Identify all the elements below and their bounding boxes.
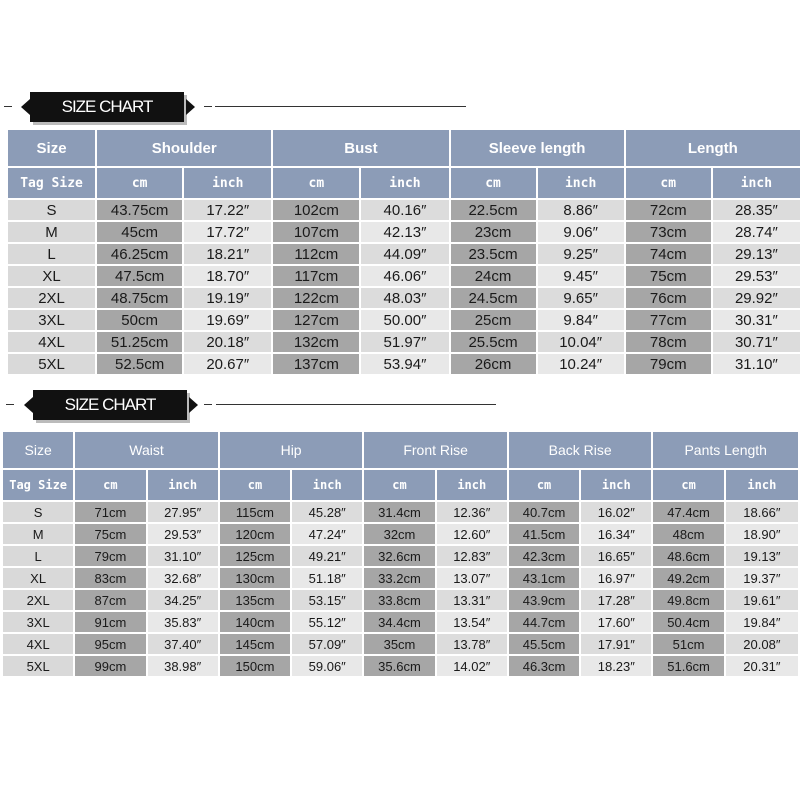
cm-cell: 79cm [75,546,145,566]
inch-cell: 12.60″ [437,524,507,544]
cm-cell: 120cm [220,524,290,544]
inch-cell: 40.16″ [361,200,448,220]
size-cell: M [8,222,95,242]
inch-cell: 16.34″ [581,524,651,544]
inch-cell: 31.10″ [713,354,800,374]
inch-cell: 8.86″ [538,200,624,220]
banner-rule [216,404,496,405]
inch-cell: 10.04″ [538,332,624,352]
size-cell: 4XL [8,332,95,352]
inch-cell: 12.36″ [437,502,507,522]
cm-cell: 99cm [75,656,145,676]
table-row [8,222,800,242]
cm-cell: 33.8cm [364,590,434,610]
inch-cell: 45.28″ [292,502,362,522]
cm-cell: 24cm [451,266,536,286]
cm-cell: 46.25cm [97,244,182,264]
table-row [8,288,800,308]
table-row [8,244,800,264]
header-row [3,432,798,468]
inch-cell: 55.12″ [292,612,362,632]
inch-cell: 53.94″ [361,354,448,374]
inch-cell: 19.61″ [726,590,798,610]
size-cell: 2XL [8,288,95,308]
cm-cell: 74cm [626,244,711,264]
col-sleeve-length: Sleeve length [451,130,624,166]
inch-cell: 29.92″ [713,288,800,308]
inch-cell: 18.70″ [184,266,271,286]
cm-cell: 33.2cm [364,568,434,588]
cm-cell: 48.75cm [97,288,182,308]
inch-cell: 34.25″ [148,590,218,610]
cm-cell: 34.4cm [364,612,434,632]
cm-cell: 140cm [220,612,290,632]
inch-cell: 37.40″ [148,634,218,654]
inch-cell: 59.06″ [292,656,362,676]
cm-cell: 150cm [220,656,290,676]
inch-cell: 17.28″ [581,590,651,610]
inch-cell: 13.54″ [437,612,507,632]
banner-notch-left [24,397,33,413]
size-cell: L [3,546,73,566]
col-front-rise: Front Rise [364,432,507,468]
cm-cell: 23cm [451,222,536,242]
inch-cell: 53.15″ [292,590,362,610]
cm-cell: 45.5cm [509,634,579,654]
table-row [3,502,798,522]
cm-cell: 117cm [273,266,359,286]
cm-cell: 43.75cm [97,200,182,220]
size-cell: S [8,200,95,220]
cm-cell: 41.5cm [509,524,579,544]
table-row [3,568,798,588]
cm-cell: 24.5cm [451,288,536,308]
inch-cell: 19.84″ [726,612,798,632]
banner-dash-right-short [204,404,212,405]
cm-cell: 51.25cm [97,332,182,352]
size-table-tops [6,128,800,376]
cm-cell: 125cm [220,546,290,566]
table-row [3,656,798,676]
subheader-row [3,470,798,500]
cm-cell: 115cm [220,502,290,522]
size-chart-banner-1 [0,92,800,126]
cm-cell: 51.6cm [653,656,723,676]
banner-notch-left [21,99,30,115]
inch-cell: 49.21″ [292,546,362,566]
inch-cell: 12.83″ [437,546,507,566]
sub-inch: inch [713,168,800,198]
cm-cell: 107cm [273,222,359,242]
inch-cell: 20.08″ [726,634,798,654]
inch-cell: 16.02″ [581,502,651,522]
cm-cell: 43.9cm [509,590,579,610]
cm-cell: 48.6cm [653,546,723,566]
cm-cell: 45cm [97,222,182,242]
inch-cell: 13.07″ [437,568,507,588]
table-row [8,266,800,286]
cm-cell: 32.6cm [364,546,434,566]
sub-tag-size: Tag Size [3,470,73,500]
sub-cm: cm [653,470,723,500]
sub-cm: cm [273,168,359,198]
banner-tag [33,390,187,420]
cm-cell: 47.4cm [653,502,723,522]
inch-cell: 13.78″ [437,634,507,654]
size-cell: M [3,524,73,544]
sub-cm: cm [97,168,182,198]
inch-cell: 9.45″ [538,266,624,286]
inch-cell: 9.65″ [538,288,624,308]
col-length: Length [626,130,800,166]
size-chart-banner-2 [0,390,800,424]
cm-cell: 95cm [75,634,145,654]
inch-cell: 17.22″ [184,200,271,220]
cm-cell: 79cm [626,354,711,374]
size-cell: S [3,502,73,522]
inch-cell: 29.13″ [713,244,800,264]
sub-inch: inch [292,470,362,500]
inch-cell: 48.03″ [361,288,448,308]
cm-cell: 75cm [626,266,711,286]
sub-cm: cm [626,168,711,198]
cm-cell: 127cm [273,310,359,330]
sub-inch: inch [726,470,798,500]
inch-cell: 16.65″ [581,546,651,566]
cm-cell: 35cm [364,634,434,654]
inch-cell: 19.19″ [184,288,271,308]
sub-inch: inch [184,168,271,198]
cm-cell: 22.5cm [451,200,536,220]
banner-rule [215,106,466,107]
banner-tag [30,92,184,122]
inch-cell: 28.74″ [713,222,800,242]
size-table-pants [1,430,800,678]
cm-cell: 44.7cm [509,612,579,632]
cm-cell: 78cm [626,332,711,352]
banner-notch-right [186,99,195,115]
inch-cell: 32.68″ [148,568,218,588]
inch-cell: 18.21″ [184,244,271,264]
cm-cell: 52.5cm [97,354,182,374]
col-pants-length: Pants Length [653,432,798,468]
inch-cell: 50.00″ [361,310,448,330]
inch-cell: 30.31″ [713,310,800,330]
cm-cell: 112cm [273,244,359,264]
cm-cell: 50cm [97,310,182,330]
table-row [3,612,798,632]
cm-cell: 73cm [626,222,711,242]
cm-cell: 76cm [626,288,711,308]
col-size: Size [8,130,95,166]
cm-cell: 122cm [273,288,359,308]
size-cell: 3XL [8,310,95,330]
inch-cell: 20.31″ [726,656,798,676]
cm-cell: 75cm [75,524,145,544]
inch-cell: 51.18″ [292,568,362,588]
inch-cell: 17.60″ [581,612,651,632]
inch-cell: 16.97″ [581,568,651,588]
col-bust: Bust [273,130,448,166]
inch-cell: 29.53″ [148,524,218,544]
banner-dash-left [6,404,14,405]
inch-cell: 17.72″ [184,222,271,242]
sub-cm: cm [364,470,434,500]
cm-cell: 49.8cm [653,590,723,610]
table-row [8,332,800,352]
cm-cell: 31.4cm [364,502,434,522]
inch-cell: 31.10″ [148,546,218,566]
sub-inch: inch [437,470,507,500]
cm-cell: 46.3cm [509,656,579,676]
cm-cell: 23.5cm [451,244,536,264]
size-cell: 5XL [3,656,73,676]
cm-cell: 49.2cm [653,568,723,588]
col-shoulder: Shoulder [97,130,271,166]
inch-cell: 18.66″ [726,502,798,522]
inch-cell: 13.31″ [437,590,507,610]
cm-cell: 48cm [653,524,723,544]
inch-cell: 18.23″ [581,656,651,676]
size-cell: 2XL [3,590,73,610]
sub-cm: cm [75,470,145,500]
sub-inch: inch [148,470,218,500]
cm-cell: 91cm [75,612,145,632]
cm-cell: 47.5cm [97,266,182,286]
cm-cell: 137cm [273,354,359,374]
size-cell: L [8,244,95,264]
cm-cell: 26cm [451,354,536,374]
cm-cell: 130cm [220,568,290,588]
col-size: Size [3,432,73,468]
inch-cell: 46.06″ [361,266,448,286]
banner-title: SIZE CHART [61,97,153,116]
inch-cell: 9.06″ [538,222,624,242]
table-row [3,590,798,610]
inch-cell: 9.84″ [538,310,624,330]
sub-tag-size: Tag Size [8,168,95,198]
cm-cell: 77cm [626,310,711,330]
sub-cm: cm [509,470,579,500]
table-row [8,354,800,374]
table-row [3,524,798,544]
sub-inch: inch [361,168,448,198]
cm-cell: 132cm [273,332,359,352]
cm-cell: 83cm [75,568,145,588]
size-cell: 5XL [8,354,95,374]
inch-cell: 47.24″ [292,524,362,544]
inch-cell: 19.37″ [726,568,798,588]
banner-title: SIZE CHART [64,395,156,414]
table-row [8,200,800,220]
inch-cell: 19.13″ [726,546,798,566]
cm-cell: 40.7cm [509,502,579,522]
cm-cell: 50.4cm [653,612,723,632]
banner-notch-right [189,397,198,413]
inch-cell: 51.97″ [361,332,448,352]
table-row [3,634,798,654]
cm-cell: 35.6cm [364,656,434,676]
col-back-rise: Back Rise [509,432,652,468]
cm-cell: 135cm [220,590,290,610]
inch-cell: 57.09″ [292,634,362,654]
size-cell: XL [8,266,95,286]
cm-cell: 71cm [75,502,145,522]
cm-cell: 42.3cm [509,546,579,566]
cm-cell: 72cm [626,200,711,220]
header-row [8,130,800,166]
inch-cell: 35.83″ [148,612,218,632]
subheader-row [8,168,800,198]
inch-cell: 27.95″ [148,502,218,522]
inch-cell: 18.90″ [726,524,798,544]
inch-cell: 17.91″ [581,634,651,654]
cm-cell: 87cm [75,590,145,610]
inch-cell: 28.35″ [713,200,800,220]
size-cell: 4XL [3,634,73,654]
inch-cell: 29.53″ [713,266,800,286]
size-cell: XL [3,568,73,588]
inch-cell: 30.71″ [713,332,800,352]
banner-dash-left [4,106,12,107]
sub-cm: cm [451,168,536,198]
inch-cell: 14.02″ [437,656,507,676]
table-row [3,546,798,566]
inch-cell: 44.09″ [361,244,448,264]
sub-inch: inch [581,470,651,500]
cm-cell: 43.1cm [509,568,579,588]
inch-cell: 20.67″ [184,354,271,374]
cm-cell: 51cm [653,634,723,654]
col-hip: Hip [220,432,363,468]
inch-cell: 9.25″ [538,244,624,264]
cm-cell: 25cm [451,310,536,330]
cm-cell: 145cm [220,634,290,654]
cm-cell: 102cm [273,200,359,220]
inch-cell: 10.24″ [538,354,624,374]
table-row [8,310,800,330]
inch-cell: 19.69″ [184,310,271,330]
sub-cm: cm [220,470,290,500]
inch-cell: 38.98″ [148,656,218,676]
banner-dash-right-short [204,106,212,107]
col-waist: Waist [75,432,218,468]
inch-cell: 42.13″ [361,222,448,242]
sub-inch: inch [538,168,624,198]
cm-cell: 32cm [364,524,434,544]
cm-cell: 25.5cm [451,332,536,352]
inch-cell: 20.18″ [184,332,271,352]
size-cell: 3XL [3,612,73,632]
